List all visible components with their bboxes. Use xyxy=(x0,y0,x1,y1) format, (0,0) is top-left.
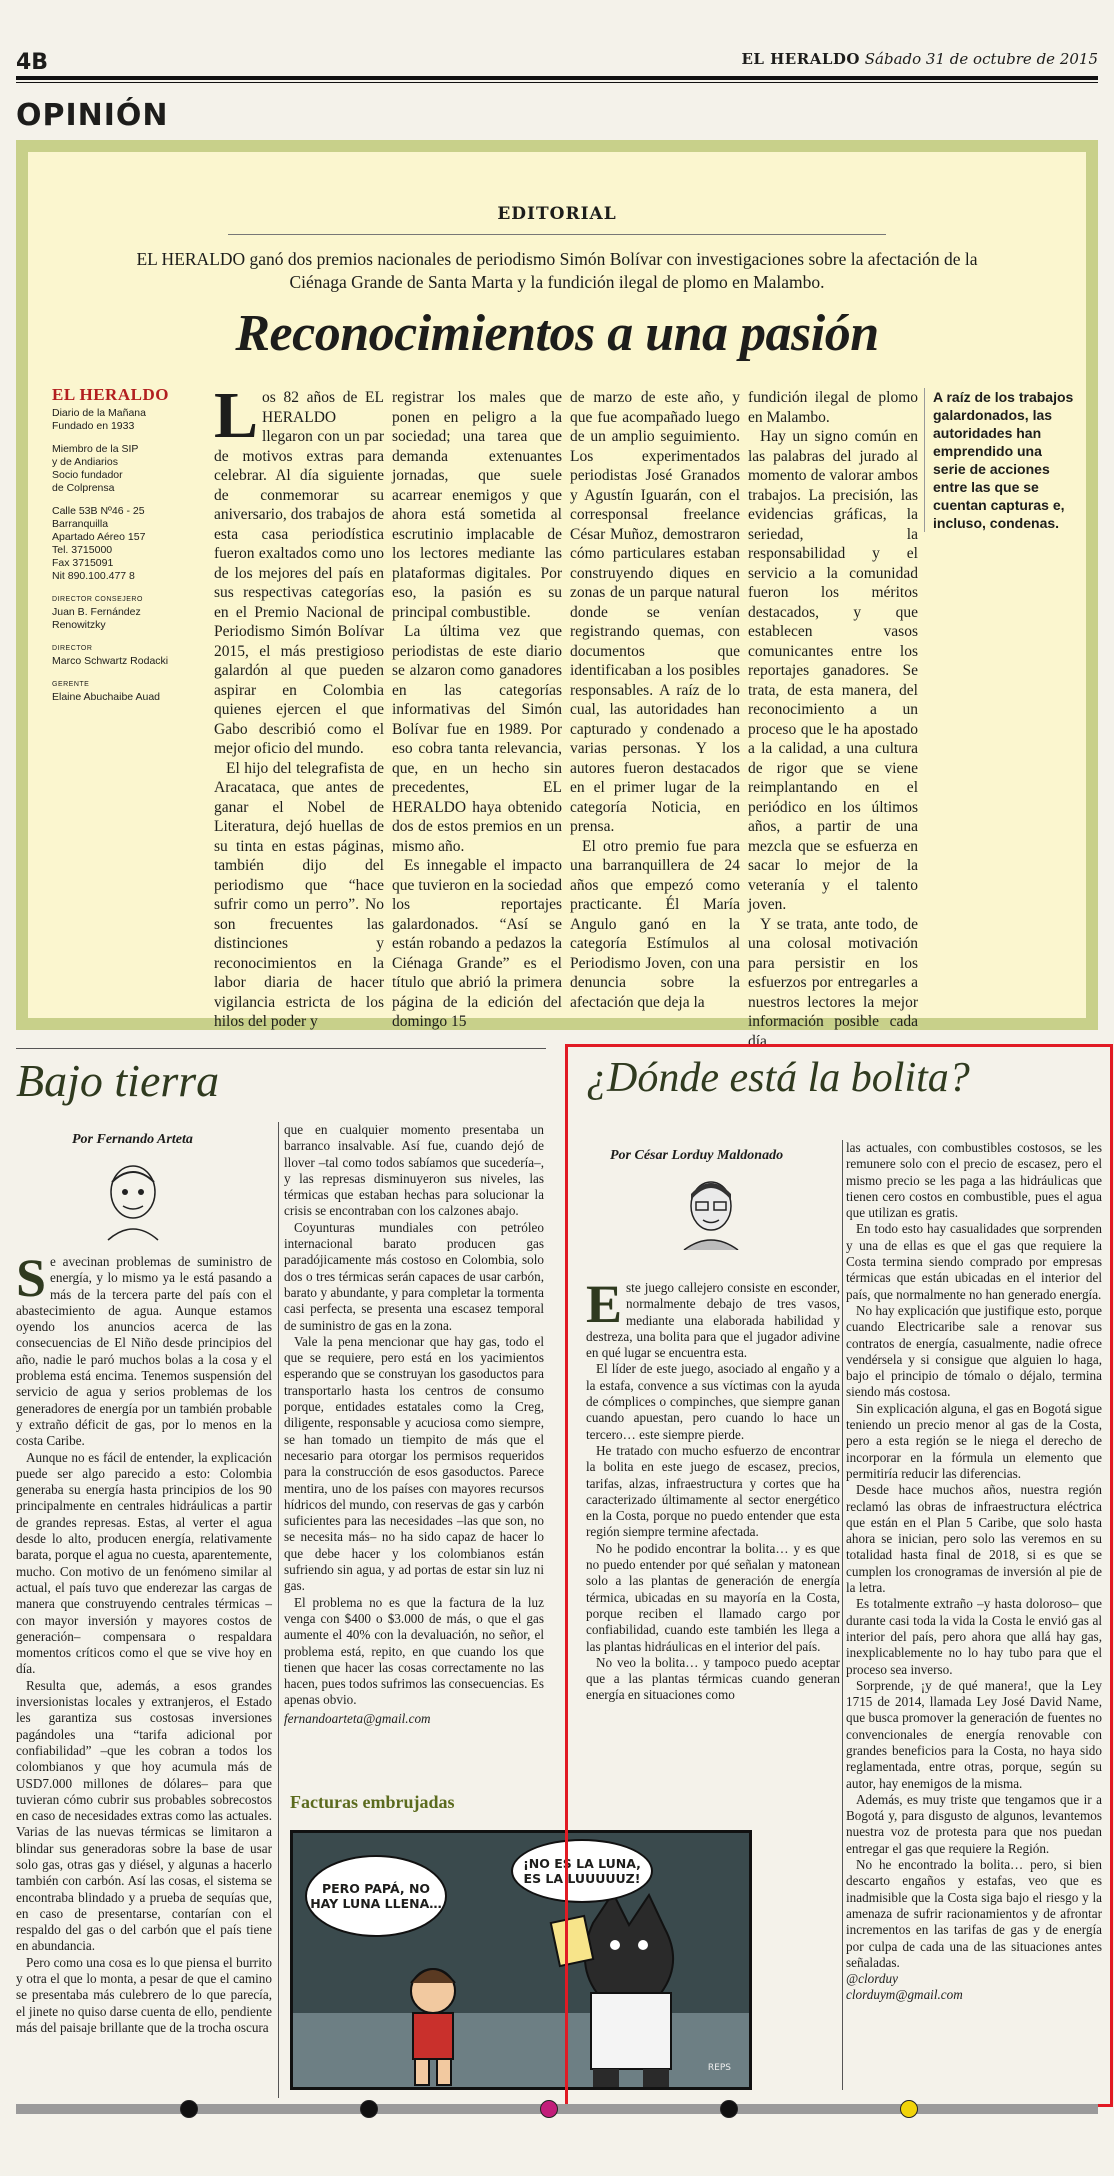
issue-date: Sábado 31 de octubre de 2015 xyxy=(864,50,1098,68)
bajo-tierra-dropcap: S xyxy=(16,1248,47,1308)
paper-name: EL HERALDO xyxy=(741,50,860,68)
registration-mark xyxy=(540,2100,558,2118)
paragraph: El hijo del telegrafista de Aracataca, que antes de ganar el Nobel de Literatura, dejó huellas de su tinta en estas páginas, también dijo del periodismo que “hace sufrir como un perro”. No son frecuentes las distinciones y reconocimientos en la labor diaria de hacer vigilancia estricta de los hilos del poder y xyxy=(214,759,384,1030)
top-rule-thin xyxy=(16,82,1098,83)
gerente-label: GERENTE xyxy=(52,681,90,688)
paragraph: Resulta que, además, a esos grandes inversionistas locales y extranjeros, el Estado les garantiza sus costosas inversiones pagándoles una “tarifa adicional por confiabilidad” –que les cobran a todos los colombianos y que hoy acumula más de USD7.000 millones de dólares– para que tuvieran cómo cubrir sus probables sobrecostos en caso de necesidades extras como las actuales. Varias de las nuevas térmicas se limitaron a blindar sus generadoras sobre la base de usar solo gas, otras gas y diésel, y algunas a hacerlo también con carbón. Así las cosas, el sistema se encontraba blindado y a prueba de sequías que, en caso de presentarse, contarían con el respaldo del gas o del carbón que el país tiene en abundancia. xyxy=(16,1677,272,1954)
paragraph: Sin explicación alguna, el gas en Bogotá sigue teniendo un precio menor al gas de la Costa, pero a esta región se le niega el derecho de incorporar en la fórmula un elemento que permitiría reducir las diferencias. xyxy=(846,1400,1102,1481)
bolita-email: clorduym@gmail.com xyxy=(846,1987,963,2003)
bolita-divider xyxy=(842,1140,843,2090)
paragraph: Pero como una cosa es lo que piensa el burrito y otra el que lo monta, a pesar de que el camino se presentaba más culebrero de lo que parecía, el jinete no quiso darse cuenta de ello, pendiente más del paisaje brillante que de la trocha oscura xyxy=(16,1954,272,2035)
paragraph: Hay un signo común en las palabras del jurado al momento de valorar ambos trabajos. La precisión, las evidencias gráficas, la seriedad, la responsabilidad y el servicio a la comunidad fueron los méritos destacados, y que establecen vasos comunicantes entre los reportajes ganadores. Se trata, de esta manera, del reconocimiento a un proceso que le ha apostado a la calidad, a una cultura de rigor que se viene reimplantando en el periódico en los últimos años, a partir de una mezcla que se esfuerza en sacar lo mejor de la veteranía y el talento joven. xyxy=(748,428,918,913)
paragraph: registrar los males que ponen en peligro a la sociedad; una tarea que demanda extenuantes jornadas, que suele acarrear enemigos y que ahora está sometida al escrutinio implacable de los lectores mediante las plataformas digitales. Por eso, la pasión es su principal combustible. xyxy=(392,389,562,621)
registration-mark xyxy=(720,2100,738,2118)
bajo-tierra-column-2 xyxy=(284,1122,544,1727)
gerente-name: Elaine Abuchaibe Auad xyxy=(52,691,161,703)
editorial-headline: Reconocimientos a una pasión xyxy=(235,305,879,362)
paragraph: Vale la pena mencionar que hay gas, todo el que se requiere, pero está en los yacimientos esperando que se construyan los gasoductos para transportarlo hasta los centros de consumo porque, entidades estatales como la Creg, diligente, responsable y acuciosa como siempre, se han tomado un tiempito de más que el necesario para otorgar los permisos requeridos para la construcción de esos gasoductos. Parece mentira, uno de los países con mayores recursos hídricos del mundo, con reservas de gas y carbón suficientes para las necesidades –las que son, no se necesita más– no ha sido capaz de hacer lo que debe hacer y los colombianos están sufriendo sin agua, y ad portas de estar sin luz ni gas. xyxy=(284,1333,544,1594)
bajo-tierra-column-1-text xyxy=(16,1248,272,2036)
bajo-tierra-column-1 xyxy=(16,1248,272,2036)
bajo-tierra-title: Bajo tierra xyxy=(16,1055,220,1106)
editorial-box xyxy=(16,140,1098,1050)
editorial-column-3-text xyxy=(570,388,740,1012)
paragraph: Coyunturas mundiales con petróleo internacional barato producen gas paradójicamente más costoso en Colombia, solo dos o tres térmicas serán capaces de usar carbón, barato y abundante, y para completar la tormenta casi perfecta, se presenta una escasez temporal de suministro de gas en la zona. xyxy=(284,1219,544,1333)
editorial-label-rule xyxy=(228,234,886,235)
paragraph: Desde hace muchos años, nuestra región reclamó las obras de infraestructura eléctrica que están en el Plan 5 Caribe, que solo hasta ahora se inician, pero solo las veremos en su totalidad hasta final de 2018, si es que se cumplen los cronogramas de inversión al pie de la letra. xyxy=(846,1482,1102,1596)
paragraph: El otro premio fue para una barranquillera de 24 años que empezó como practicante. Él María Angulo ganó en la categoría Estímulos al Periodismo Joven, con una denuncia sobre la afectación que deja la xyxy=(570,837,740,1011)
masthead-address: Calle 53B Nº46 - 25 Barranquilla Apartado Aéreo 157 Tel. 3715000 Fax 3715091 Nit 890.100.477 8 xyxy=(52,505,146,582)
paragraph: He tratado con mucho esfuerzo de encontrar la bolita en este juego de escasez, precios, tarifas, alzas, infraestructura y cortes que ha caracterizado últimamente al sector energético en la Costa, porque no puedo entender que esta región siempre termine afectada. xyxy=(586,1442,840,1540)
director-name: Marco Schwartz Rodacki xyxy=(52,655,169,667)
bajo-tierra-byline: Por Fernando Arteta xyxy=(72,1132,193,1147)
masthead-member: Miembro de la SIP y de Andiarios Socio fundador de Colprensa xyxy=(52,443,139,494)
editorial-column-1 xyxy=(214,379,384,1032)
paragraph: de marzo de este año, y que fue acompañado luego de un amplio seguimiento. Los experimentados periodistas José Granados y Agustín Iguarán, con el corresponsal freelance César Muñoz, demostraron cómo particulares estaban construyendo diques en zonas de un parque natural donde se venían registrando quemas, con documentos que identificaban a los posibles responsables. A raíz de lo cual, las autoridades han capturado y condenado a varias personas. Y los autores fueron destacados en el primer lugar de la categoría Noticia, en prensa. xyxy=(570,389,740,835)
registration-mark xyxy=(900,2100,918,2118)
editorial-column-2 xyxy=(392,388,562,1032)
paragraph: Es innegable el impacto que tuvieron en la sociedad los reportajes galardonados. “Así se están robando a pedazos la Ciénaga Grande” es el título que abrió la primera página de la edición del domingo 15 xyxy=(392,857,562,1030)
paragraph: las actuales, con combustibles costosos, se les remunere solo con el precio de escasez, pero el mismo precio se les paga a las hidráulicas que tienen cero costos en combustible, pues el agua que utilizan es gratis. xyxy=(846,1140,1102,1221)
newspaper-logo: EL HERALDO xyxy=(52,385,169,404)
paragraph: La última vez que periodistas de este diario se alzaron como ganadores en las categorías informativas del Simón Bolívar fue en 1989. Por eso cobra tanta relevancia, que, en un hecho sin precedentes, EL HERALDO haya obtenido dos de estos premios en un mismo año. xyxy=(392,623,562,855)
bolita-twitter: @clorduy xyxy=(846,1971,898,1987)
masthead-box xyxy=(52,385,202,714)
paragraph: e avecinan problemas de suministro de energía, y lo mismo ya le está pasando a más de la tercera parte del país con el abastecimiento de agua. Aunque estamos oyendo los anuncios acerca de las consecuencias de El Niño desde principios del año, nadie le paró muchos bolas a la cosa y el problema está encima. Tenemos suspensión del servicio de agua y serios problemas de los generadores de energía por un también probable y extraño déficit de gas, por lo menos en la costa Caribe. xyxy=(16,1254,272,1449)
editorial-label: EDITORIAL xyxy=(497,204,617,224)
paragraph: No hay explicación que justifique esto, porque cuando Electricaribe sale a renovar sus contratos de energía, casualmente, nadie ofrece vendérsela y si consigue que alguien lo haga, bajo el principio de tómalo o déjalo, termina siendo más costosa. xyxy=(846,1302,1102,1400)
editorial-column-1-text xyxy=(214,379,384,1032)
bolita-column-1 xyxy=(586,1274,840,1704)
masthead-tagline: Diario de la Mañana Fundado en 1933 xyxy=(52,407,146,432)
bolita-byline: Por César Lorduy Maldonado xyxy=(610,1148,784,1163)
section-title: OPINIÓN xyxy=(16,98,169,133)
top-rule xyxy=(16,76,1098,80)
paragraph: No veo la bolita… y tampoco puedo aceptar que a las plantas térmicas cuando generan energía en situaciones como xyxy=(586,1654,840,1703)
page-number: 4B xyxy=(16,50,49,75)
paragraph: No he podido encontrar la bolita… y es que no puedo entender por qué señalan y matonean solo a las plantas de generación de energía térmica, ubicadas en su mayoría en la Costa, porque reciben el llamado cargo por confiabilidad, cuando este también les llega a las plantas hidráulicas en el interior del país. xyxy=(586,1540,840,1654)
bolita-column-1-text xyxy=(586,1274,840,1704)
bolita-column-2-text xyxy=(846,1140,1102,1971)
editorial-column-4-text xyxy=(748,388,918,1051)
paragraph: Además, es muy triste que tengamos que ir a Bogotá y, para disgusto de algunos, levantemos nuestra voz de protesta para que nos puedan entregar el gas que requiere la Región. xyxy=(846,1791,1102,1856)
paragraph: En todo esto hay casualidades que sorprenden y una de ellas es que el gas que requiere la Costa termina siendo comprado por empresas térmicas que están ubicadas en el interior del país, que normalmente no han generado energía. xyxy=(846,1221,1102,1302)
bajo-tierra-column-2-text xyxy=(284,1122,544,1709)
bolita-title: ¿Dónde está la bolita? xyxy=(586,1055,970,1101)
editorial-deck: EL HERALDO ganó dos premios nacionales de periodismo Simón Bolívar con investigaciones sobre la afectación de la Ciénaga Grande de Santa Marta y la fundición ilegal de plomo en Malambo. xyxy=(136,249,978,292)
director-consejero-name: Juan B. Fernández Renowitzky xyxy=(52,606,141,631)
paragraph: ste juego callejero consiste en esconder, normalmente debajo de tres vasos, mediante una elaborada habilidad y destreza, una bolita para que el jugador adivine en qué lugar se encuentra esta. xyxy=(586,1280,840,1361)
paragraph: El problema no es que la factura de la luz venga con $400 o $3.000 de más, o que el gas aumente el 40% con la devaluación, no señor, el problema está, repito, en que cuando los que tienen que hacer las cosas correctamente no las hacen, pues todos sufrimos las consecuencias. Es apenas obvio. xyxy=(284,1594,544,1708)
bolita-dropcap: E xyxy=(586,1274,623,1334)
fernando-arteta-portrait-icon xyxy=(98,1152,168,1242)
bolita-column-2 xyxy=(846,1140,1102,2004)
editorial-column-3 xyxy=(570,388,740,1012)
editorial-column-4 xyxy=(748,388,918,1051)
paragraph: Aunque no es fácil de entender, la explicación puede ser algo parecido a esto: Colombia generaba su energía hasta principios de los 90 principalmente en centrales hidráulicas a partir de grandes represas. Estas, al verter el agua desde lo alto, producen energía, relativamente barata, porque el agua no cuesta, aparentemente, mucho. Con motivo de un fenómeno similar al actual, el país tuvo que enderezar las cargas de manera que construyendo centrales térmicas –con mayor inversión y mayores costos de generación– compensara o respaldara momentos críticos como el que se vive hoy en día. xyxy=(16,1449,272,1677)
cartoon-bubble-left: PERO PAPÁ, NO HAY LUNA LLENA… xyxy=(305,1855,447,1937)
paragraph: El líder de este juego, asociado al engaño y a la estafa, convence a sus víctimas con la ayuda de cómplices o compinches, que siempre ganan cuando apuestan, pero cuando lo hace un tercero… este siempre pierde. xyxy=(586,1361,840,1442)
cartoon-bubble-right: ¡NO ES LA LUNA, ES LA LUUUUUZ! xyxy=(511,1839,653,1903)
editorial-column-2-text xyxy=(392,388,562,1032)
cartoon-signature: REPS xyxy=(707,2063,731,2073)
paragraph: fundición ilegal de plomo en Malambo. xyxy=(748,389,918,426)
masthead-line xyxy=(741,50,1098,68)
paragraph: Sorprende, ¡y de qué manera!, que la Ley 1715 de 2014, llamada Ley José David Name, que busca promover la generación de fuentes no convencionales de energía renovable con grandes beneficios para la Costa, no haya sido reglamentada, entre otras, porque, según su autor, hay enemigos de la misma. xyxy=(846,1677,1102,1791)
registration-mark xyxy=(180,2100,198,2118)
director-label: DIRECTOR xyxy=(52,645,93,652)
registration-mark xyxy=(360,2100,378,2118)
cartoon-title: Facturas embrujadas xyxy=(290,1792,455,1812)
editorial-pullquote: A raíz de los trabajos galardonados, las autoridades han emprendido una serie de acciones entre las que se cuentan capturas e, incluso, condenas. xyxy=(924,388,1074,532)
paragraph: No he encontrado la bolita… pero, si bien descarto engaños y estafas, veo que es inadmisible que la Costa siga bajo el riesgo y la amenaza de sufrir racionamientos y de afrontar incrementos en las tarifas de gas y de energía por culpa de cada una de las situaciones antes señaladas. xyxy=(846,1857,1102,1970)
paragraph: que en cualquier momento presentaba un barranco insalvable. Así fue, cuando dejó de llover –tal como todos sabíamos que sucedería–, y las represas disminuyeron sus niveles, las térmicas que estaban hechas para solucionar la crisis se encontraban con los calzones abajo. xyxy=(284,1122,544,1219)
paragraph: Es totalmente extraño –y hasta doloroso– que durante casi toda la vida la Costa le envió gas al interior del país, pero ahora que allá hay gas, inexplicablemente no lo hay tubo para que el proceso sea inverso. xyxy=(846,1596,1102,1677)
bajo-tierra-top-rule xyxy=(16,1048,546,1049)
editorial-dropcap: L xyxy=(214,379,259,452)
paragraph: Y se trata, ante todo, de una colosal motivación para persistir en los esfuerzos por entregarles a nuestros lectores la mejor información posible cada día. xyxy=(748,915,918,1050)
cesar-lorduy-portrait-icon xyxy=(678,1170,744,1250)
director-consejero-label: DIRECTOR CONSEJERO xyxy=(52,596,143,603)
bajo-tierra-divider xyxy=(278,1122,279,2098)
bajo-tierra-email: fernandoarteta@gmail.com xyxy=(284,1710,431,1726)
paragraph: os 82 años de EL HERALDO llegaron con un par de motivos extras para celebrar. Al día siguiente de conmemorar su aniversario, dos trabajos de esta casa periodística fueron exaltados como uno de los mejores del país en sus respectivas categorías en el Premio Nacional de Periodismo Simón Bolívar 2015, el más prestigioso galardón al que pueden aspirar en Colombia quienes ejercen el que Gabo describió como el mejor oficio del mundo. xyxy=(214,389,384,757)
